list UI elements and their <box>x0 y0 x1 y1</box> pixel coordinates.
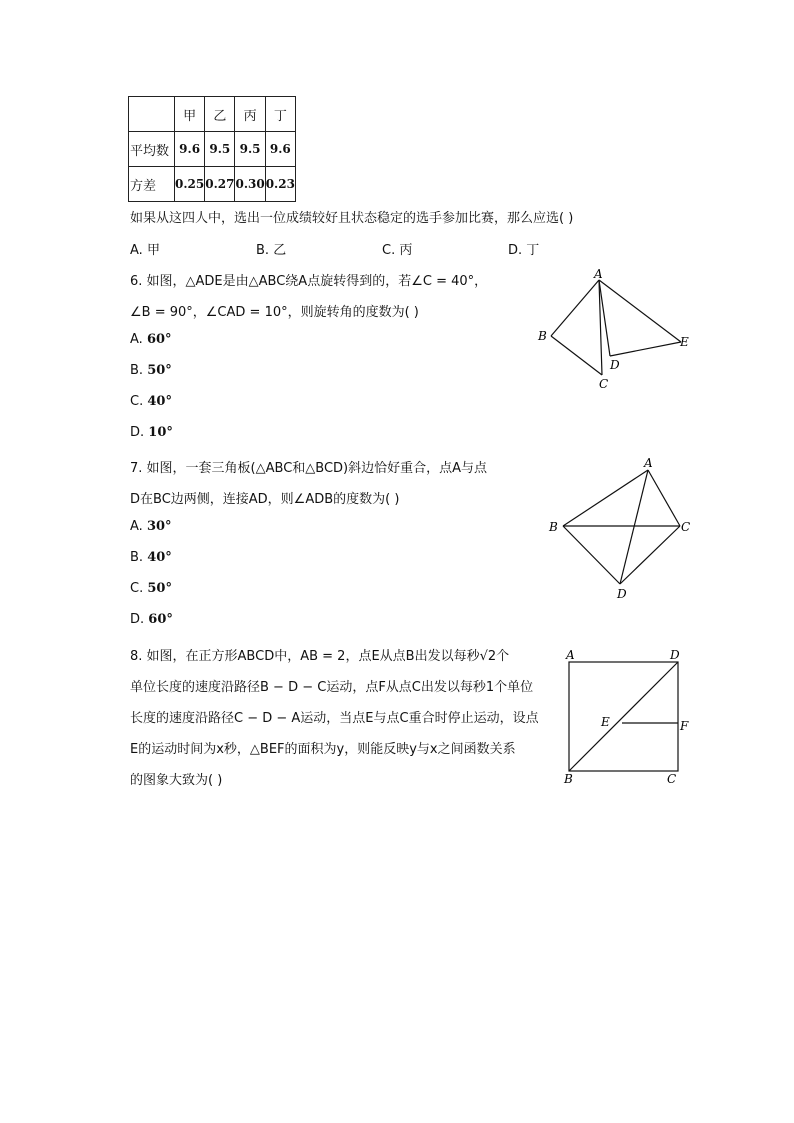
option-text: 丙 <box>399 243 413 258</box>
segment-ad <box>620 470 648 584</box>
option-value: 10° <box>148 425 173 440</box>
segment-de <box>610 342 681 356</box>
segment-ac <box>648 470 680 526</box>
q6-question-line-1: 6. 如图，△ADE是由△ABC绕A点旋转得到的，若∠C = 40°， <box>130 274 488 289</box>
q7-option-b[interactable] <box>130 550 172 565</box>
table-header-cell: 乙 <box>205 97 235 132</box>
label-a: A <box>566 648 575 662</box>
option-letter: A. <box>130 332 143 347</box>
option-value: 40° <box>147 550 172 565</box>
q6-option-b[interactable] <box>130 363 172 378</box>
q7-option-d[interactable] <box>130 612 173 627</box>
option-value: 50° <box>147 581 172 596</box>
option-letter: D. <box>130 425 145 440</box>
option-letter: A. <box>130 243 143 258</box>
option-letter: B. <box>130 550 144 565</box>
option-value: 60° <box>146 332 172 347</box>
table-header-cell <box>129 97 175 132</box>
segment-bc <box>551 336 602 375</box>
row-label: 平均数 <box>129 132 175 167</box>
q7-figure <box>540 455 700 605</box>
option-text: 乙 <box>273 243 287 258</box>
table-header-cell: 丁 <box>265 97 295 132</box>
option-letter: C. <box>130 581 144 596</box>
diagonal-bd <box>569 662 678 771</box>
option-text: 丁 <box>526 243 540 258</box>
option-letter: A. <box>130 519 143 534</box>
table-cell: 9.6 <box>265 132 295 167</box>
q6-option-a[interactable] <box>130 332 172 347</box>
q8-question-line-5: 的图象大致为( ) <box>130 773 223 788</box>
row-label: 方差 <box>129 167 175 202</box>
q7-option-a[interactable] <box>130 519 172 534</box>
table-row <box>129 132 296 167</box>
q6-option-d[interactable] <box>130 425 173 440</box>
label-d: D <box>670 648 680 662</box>
option-letter: D. <box>130 612 145 627</box>
option-letter: B. <box>130 363 144 378</box>
q5-question-text: 如果从这四人中，选出一位成绩较好且状态稳定的选手参加比赛，那么应选( ) <box>130 211 574 226</box>
q7-option-c[interactable] <box>130 581 172 596</box>
label-b: B <box>549 520 558 534</box>
option-letter: D. <box>508 243 523 258</box>
table-cell: 9.6 <box>175 132 205 167</box>
label-d: D <box>610 358 620 372</box>
option-value: 60° <box>148 612 173 627</box>
label-e: E <box>601 715 610 729</box>
segment-bd <box>563 526 620 584</box>
segment-cd <box>620 526 680 584</box>
segment-ae <box>599 280 681 342</box>
q8-question-line-4: E的运动时间为x秒，△BEF的面积为y，则能反映y与x之间函数关系 <box>130 742 516 757</box>
table-cell: 0.25 <box>175 167 205 202</box>
q6-figure <box>530 268 700 393</box>
label-c: C <box>667 772 677 786</box>
table-cell: 0.23 <box>265 167 295 202</box>
option-letter: C. <box>382 243 396 258</box>
q8-question-line-2: 单位长度的速度沿路径B − D − C运动，点F从点C出发以每秒1个单位 <box>130 680 534 695</box>
option-value: 30° <box>146 519 172 534</box>
q6-question-line-2: ∠B = 90°，∠CAD = 10°，则旋转角的度数为( ) <box>130 305 419 320</box>
table-header-cell: 丙 <box>235 97 265 132</box>
table-row <box>129 167 296 202</box>
option-value: 40° <box>147 394 172 409</box>
table-cell: 0.30 <box>235 167 265 202</box>
label-e: E <box>680 335 689 349</box>
label-b: B <box>538 329 547 343</box>
table-header-row <box>129 97 296 132</box>
stats-table <box>128 96 296 202</box>
segment-ab <box>551 280 599 336</box>
label-c: C <box>681 520 691 534</box>
q7-question-line-1: 7. 如图，一套三角板(△ABC和△BCD)斜边恰好重合，点A与点 <box>130 461 488 476</box>
label-f: F <box>680 719 689 733</box>
q8-question-line-1: 8. 如图，在正方形ABCD中，AB = 2，点E从点B出发以每秒√2个 <box>130 649 510 664</box>
q5-option-a[interactable] <box>130 239 160 258</box>
q5-option-c[interactable] <box>382 239 412 258</box>
q7-question-line-2: D在BC边两侧，连接AD，则∠ADB的度数为( ) <box>130 492 400 507</box>
option-letter: B. <box>256 243 270 258</box>
label-b: B <box>564 772 573 786</box>
option-letter: C. <box>130 394 144 409</box>
q5-option-d[interactable] <box>508 239 539 258</box>
table-cell: 9.5 <box>205 132 235 167</box>
option-text: 甲 <box>146 243 160 258</box>
label-a: A <box>594 268 603 281</box>
table-cell: 0.27 <box>205 167 235 202</box>
q8-figure <box>555 645 700 790</box>
option-value: 50° <box>147 363 172 378</box>
label-c: C <box>599 377 609 391</box>
q8-question-line-3: 长度的速度沿路径C − D − A运动，当点E与点C重合时停止运动，设点 <box>130 711 539 726</box>
q5-option-b[interactable] <box>256 239 286 258</box>
q6-option-c[interactable] <box>130 394 172 409</box>
table-header-cell: 甲 <box>175 97 205 132</box>
table-cell: 9.5 <box>235 132 265 167</box>
label-a: A <box>644 456 653 470</box>
segment-ab <box>563 470 648 526</box>
label-d: D <box>617 587 627 601</box>
